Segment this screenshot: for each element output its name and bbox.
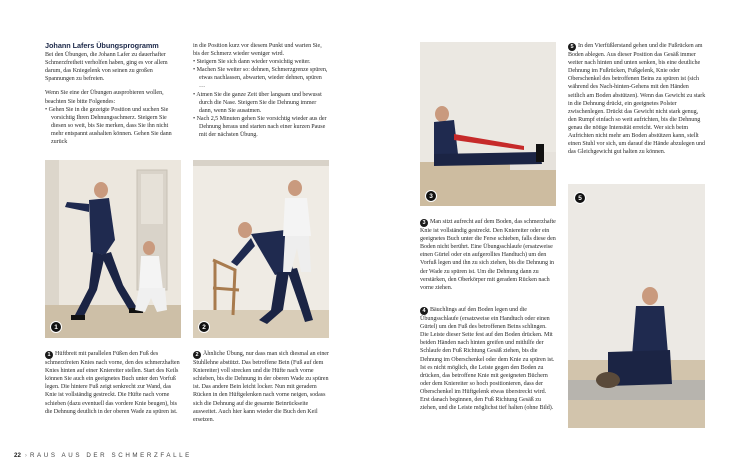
caption-number-5: 5 [568,43,576,51]
caption-1-text: Hüftbreit mit parallelen Füßen den Fuß des schmerzfreien Knies nach vorne, den des schmerzhaften Knies hinten auf einer Kniereiter stellen. Start des Keils können Sie auch ein geeignetes Buch unter den Vorfuß legen. Die hintere Fuß zeigt senkrecht zur Wand, das Knie ist vollständig gestreckt. Die Hüfte nach vorne schieben (dazu eventuell das vordere Knie beugen), bis die Dehnung deutlich in der oberen Wade zu spüren ist. [45,351,180,415]
intro-paragraph: Bei den Übungen, die Johann Lafer zu dauerhafter Schmerzfreiheit verholfen haben, ging es vor allem darum, das Kniegelenk von seinen zu großen Spannungen zu befreien. [45,52,168,83]
instruction-item: • Machen Sie weiter so: dehnen, Schmerzgrenze spüren, etwas nachlassen, abwarten, wieder dehnen, spüren … [193,66,328,90]
instruction-item: • Steigern Sie sich dann wieder vorsichtig weiter. [193,58,328,66]
instruction-item: • Gehen Sie in die gezeigte Position und suchen Sie vorsichtig Ihren Dehnungsschmerz. Steigern Sie diesen so weit, bis Sie merken, dass Sie ihn nicht mehr entspannt aushalten können. Gehen Sie dann zurück [45,106,180,146]
photo-exercise-3 [420,42,556,206]
badge-5: 5 [574,192,586,204]
caption-4-text: Bäuchlings auf den Boden legen und die Übungsschlaufe (ersatzweise ein Handtuch oder einen Gürtel) um den Fuß des betroffenen Beins schlingen. Die Leiste dieser Seite fest auf den Boden drücken. Mit beiden Händen nach hinten greifen und mithilfe der Schlaufe den Fuß Richtung Gesäß ziehen, bis die Dehnung im Oberschenkel oder dem Knie zu spüren ist. Ist es nicht möglich, die Leiste gegen den Boden zu drücken, das betroffene Knie mit geeigneten Büchern oder dem Kniereiter so hoch positionieren, dass der Oberschenkel im Hüftgelenk etwas überstreckt wird. Erst danach beginnen, den Fuß Richtung Gesäß zu ziehen, und die Leiste möglichst tief halten (ohne Bild). [420,307,555,412]
section-heading: Johann Lafers Übungsprogramm [45,41,159,50]
caption-4 [420,306,556,418]
badge-1: 1 [50,321,62,333]
footer-arrow-icon: › [24,452,27,459]
caption-5-text: In den Vierfüßlerstand gehen und die Fußrücken am Boden ablegen. Aus dieser Position das Gesäß immer weiter nach hinten und unten senken, bis eine deutliche Dehnung im Fußrücken, Fußgelenk, Knie oder Oberschenkel des betroffenen Beins zu spüren ist (sich während des Nach-hinten-Gehens mit den Händen seitlich am Boden abstützen). Wenn das Gewicht zu stark in die Dehnung drückt, ein geeignetes Polster zwischenlegen. Drückt das Gewicht nicht stark genug, den Rumpf einfach so weit aufrichten, bis die Dehnung genau die nötige Intensität erreicht. Wer sich beim Aufrichten nicht mehr am Boden abstützen kann, stellt einen Stuhl vor sich, um darauf die Hände abzulegen und das Gleichgewicht gut halten zu können. [568,43,706,156]
instruction-list [45,106,180,146]
caption-3 [420,218,556,298]
photo-exercise-1 [45,160,181,338]
instruction-item: • Atmen Sie die ganze Zeit über langsam und bewusst durch die Nase. Steigern Sie die Dehnung immer dann, wenn Sie ausatmen. [193,91,328,115]
caption-2 [193,350,329,430]
caption-number-2: 2 [193,351,201,359]
caption-number-3: 3 [420,219,428,227]
caption-number-1: 1 [45,351,53,359]
instruction-list-2 [193,58,328,139]
badge-3: 3 [425,190,437,202]
running-title: RAUS AUS DER SCHMERZFALLE [29,452,192,459]
caption-1 [45,350,181,422]
caption-number-4: 4 [420,307,428,315]
page-number: 22 [14,452,21,459]
caption-5 [568,42,706,162]
instruction-item: • Nach 2,5 Minuten gehen Sie vorsichtig wieder aus der Dehnung heraus und starten nach einer kurzen Pause mit der nächsten Übung. [193,115,328,139]
intro-column [45,42,180,146]
caption-2-text: Ähnliche Übung, nur dass man sich diesmal an einer Stuhllehne abstützt. Das betroffene Bein (Fuß auf dem Kniereiter) voll strecken und die Hüfte nach vorne schieben, bis die Dehnung in der oberen Wade zu spüren ist. Das andere Bein leicht locker. Nun mit geradem Rücken in den Hüftgelenken nach vorne neigen, sodass sich die Dehnung auf die gesamte Beinrückseite ausweitet. Auch hier kann wieder die Buch den Keil ersetzen. [193,351,329,423]
caption-3-text: Man sitzt aufrecht auf dem Boden, das schmerzhafte Knie ist vollständig gestreckt. Den Kniereiter oder ein geeignetes Buch unter die Ferse schieben, falls diese den Boden nicht berührt. Eine Übungsschlaufe (ersatzweise einen Gürtel oder ein aufgerolltes Handtuch) um den Vorfuß legen und ihn zu sich ziehen, bis die Dehnung in der Wade zu spüren ist. Um die Dehnung dann zu verstärken, den Oberkörper mit geradem Rücken nach vorne ziehen. [420,219,556,291]
instruction-continued-column [193,42,328,139]
lead-paragraph: Wenn Sie eine der Übungen ausprobieren wollen, beachten Sie bitte Folgendes: [45,90,164,105]
photo-exercise-5 [568,184,705,428]
photo-exercise-2 [193,160,329,338]
badge-2: 2 [198,321,210,333]
page-footer [14,452,192,459]
continued-paragraph: in die Position kurz vor diesem Punkt und warten Sie, bis der Schmerz wieder weniger wird. [193,43,322,58]
